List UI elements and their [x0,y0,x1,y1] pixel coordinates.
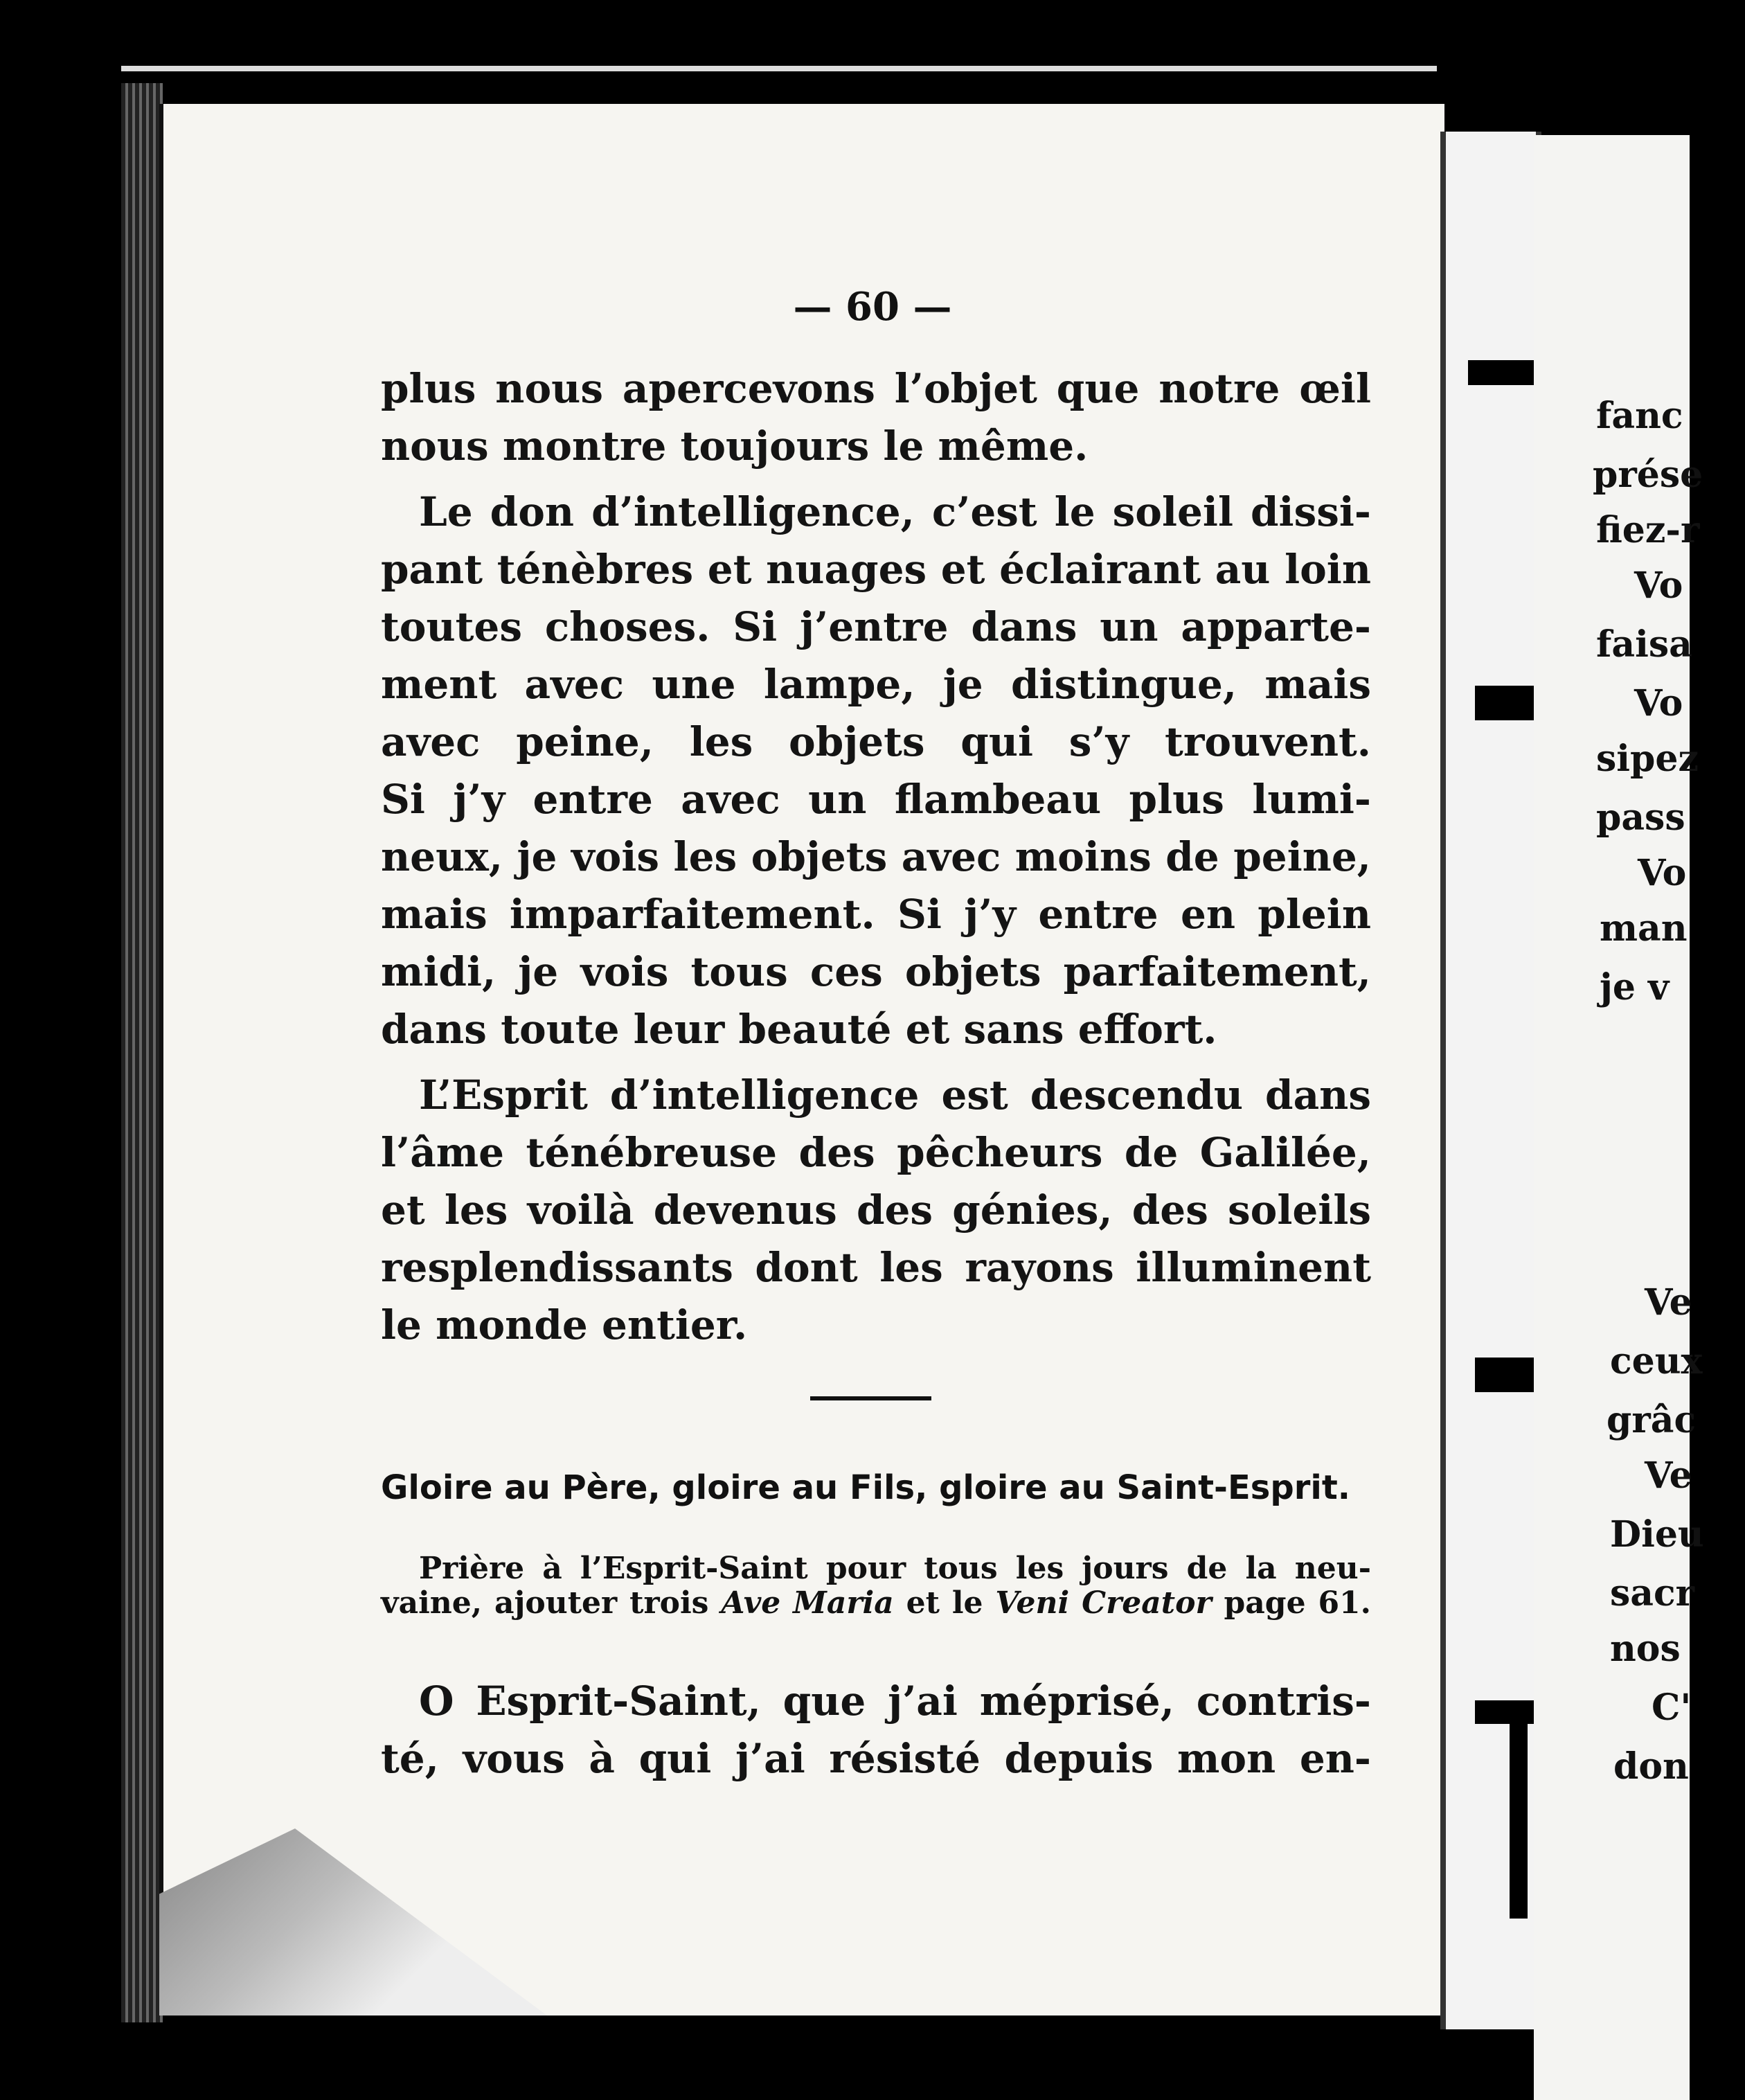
right-page-fragment: pass [1596,797,1685,839]
right-page-fragment: grâc [1607,1399,1697,1441]
right-page-fragment: nos [1610,1628,1681,1670]
prayer-instruction [381,1551,1371,1621]
text-line: mais imparfaitement. Si j’y entre en plein [381,891,1371,938]
section-divider [810,1396,931,1400]
body-text [381,360,1371,1362]
right-page-fragment: man [1600,907,1688,950]
text-line: l’âme ténébreuse des pêcheurs de Galilée, [381,1129,1371,1176]
right-page-fragment: don [1613,1745,1689,1788]
binding-stitch [1510,1704,1528,1919]
instruction-line [381,1586,1371,1621]
instruction-text: page 61. [1211,1585,1371,1621]
right-page-fragment: C' [1652,1687,1692,1729]
text-line: le monde entier. [381,1301,748,1349]
book-left-edge [121,83,163,2022]
text-line: nous montre toujours le même. [381,422,1089,470]
right-page-fragment: prése [1593,454,1703,496]
text-line: midi, je vois tous ces objets parfaitement, [381,948,1371,995]
text-line: L’Esprit d’intelligence est descendu dans [419,1071,1371,1119]
text-line: pant ténèbres et nuages et éclairant au loin [381,546,1371,593]
right-page-fragment: fiez-r [1596,509,1700,551]
instruction-italic: Ave Maria [721,1585,894,1621]
binding-stitch [1468,360,1544,385]
right-page-fragment: Vo [1638,852,1687,894]
text-line: O Esprit-Saint, que j’ai méprisé, contris- [419,1678,1371,1725]
text-line: Si j’y entre avec un flambeau plus lumi- [381,776,1371,823]
right-page-fragment: Vo [1634,564,1683,607]
text-line: ment avec une lampe, je distingue, mais [381,661,1371,708]
right-page-fragment: sipez [1596,738,1699,780]
right-page-fragment: ceux [1610,1340,1703,1382]
text-line: et les voilà devenus des génies, des soleils [381,1186,1371,1234]
doxology-heading: Gloire au Père, gloire au Fils, gloire au Saint-Esprit. [381,1468,1350,1507]
prayer-text [381,1673,1371,1788]
text-line: toutes choses. Si j’entre dans un apparte- [381,603,1371,650]
paragraph [381,1067,1371,1354]
paragraph [381,483,1371,1058]
page-number: — 60 — [793,284,952,330]
instruction-text: vaine, ajouter trois [381,1585,722,1621]
right-page-fragment: fanc [1596,395,1683,437]
right-page-fragment: sacr [1610,1572,1695,1614]
instruction-line: Prière à l’Esprit-Saint pour tous les jours de la neu- [419,1551,1371,1586]
text-line: Le don d’intelligence, c’est le soleil dissi- [419,488,1371,535]
right-page-fragment: Vo [1634,682,1683,724]
paragraph [381,360,1371,475]
right-page-fragment: Ve [1645,1454,1692,1497]
instruction-italic: Veni Creator [995,1585,1212,1621]
right-page-fragment: Dieu [1610,1513,1704,1556]
text-line: té, vous à qui j’ai résisté depuis mon en- [381,1735,1371,1782]
right-page-fragment: je v [1600,966,1670,1008]
text-line: neux, je vois les objets avec moins de peine, [381,833,1371,880]
right-page-fragment: faisa [1596,623,1692,666]
text-line: dans toute leur beauté et sans effort. [381,1006,1217,1053]
text-line: resplendissants dont les rayons illuminent [381,1244,1371,1291]
right-page-fragment: Ve [1645,1281,1692,1324]
instruction-text: et le [893,1585,996,1621]
text-line: avec peine, les objets qui s’y trouvent. [381,718,1371,765]
text-line: plus nous apercevons l’objet que notre œil [381,365,1371,412]
